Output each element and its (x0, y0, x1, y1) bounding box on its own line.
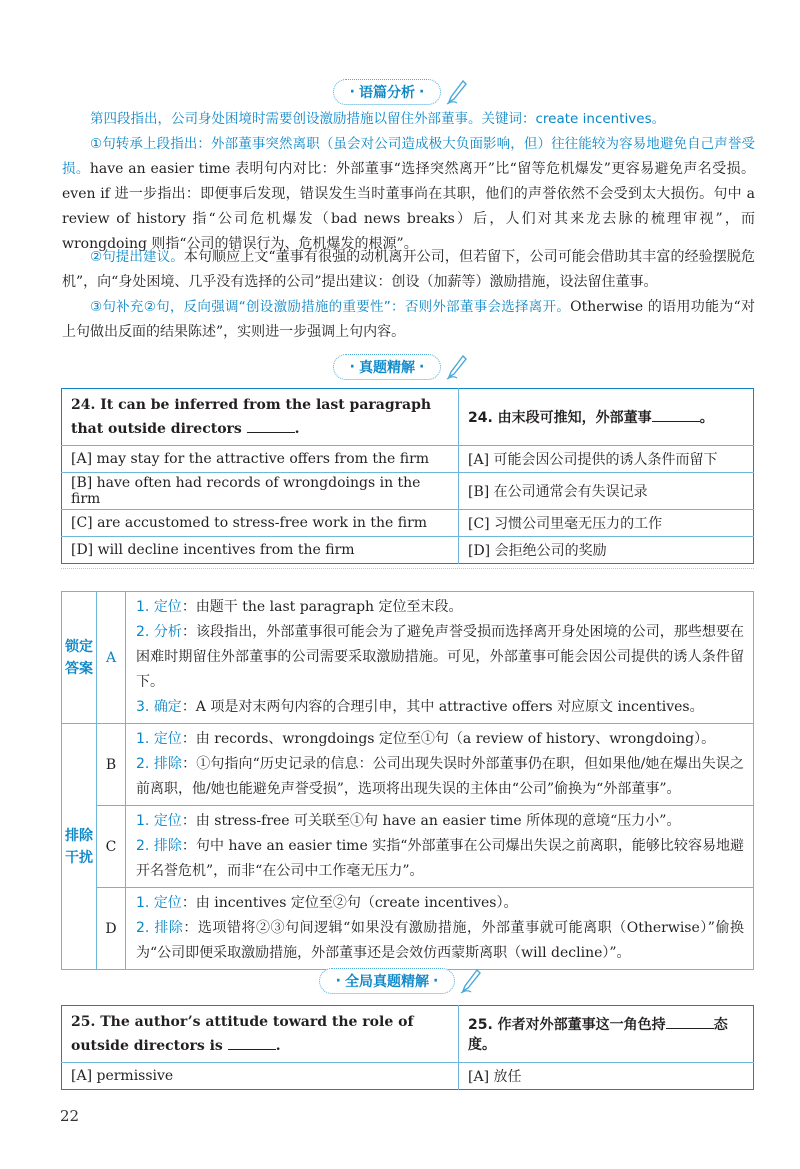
section-title: 真题精解 (359, 360, 415, 376)
analysis-para-4 (62, 295, 755, 345)
step-keyword: 定位 (153, 731, 182, 747)
stem-text: 24. It can be inferred from the last paragraph that outside directors (71, 397, 432, 437)
answer-blank (666, 1016, 714, 1029)
question-24-stem-cn (459, 389, 754, 446)
option-cn: [B] 在公司通常会有失误记录 (459, 473, 754, 510)
step-keyword: 定位 (153, 895, 182, 911)
section-header-global (0, 967, 800, 995)
table-row (62, 537, 754, 564)
option-c-analysis (126, 806, 754, 888)
question-24-table (61, 388, 754, 564)
section-pill: · 语篇分析 · (333, 79, 442, 105)
section-header-detail (0, 353, 800, 381)
analysis-para-2 (62, 132, 755, 257)
step-text: ：由 incentives 定位至②句（create incentives）。 (181, 895, 518, 911)
analysis-para-4-rest: Otherwise 的语用功能为“对上句做出反面的结果陈述”，实则进一步强调上句内容。 (62, 299, 755, 340)
section-title: 全局真题精解 (345, 974, 429, 990)
stem-text: 24. 由末段可推知，外部董事 (468, 410, 652, 426)
step-keyword: 确定 (153, 699, 182, 715)
step-number: 2. (136, 624, 150, 640)
table-row (62, 1063, 754, 1090)
step-number: 2. (136, 838, 150, 854)
step-number: 3. (136, 699, 150, 715)
table-row (62, 446, 754, 473)
table-row (62, 806, 754, 888)
table-row (62, 724, 754, 806)
answer-blank (228, 1037, 276, 1050)
step-text: ：①句指向“历史记录的信息：公司出现失误时外部董事仍在职，但如果他/她在爆出失误之前离职，他/她也能避免声誉受损”，选项将出现失误的主体由“公司”偷换为“外部董事”。 (136, 756, 745, 797)
divider (61, 568, 754, 569)
pen-icon (445, 79, 467, 105)
option-cn: [C] 习惯公司里毫无压力的工作 (459, 510, 754, 537)
step-keyword: 排除 (154, 920, 184, 936)
option-en: [C] are accustomed to stress-free work in the firm (62, 510, 459, 537)
option-b-analysis (126, 724, 754, 806)
stem-end: 态度。 (468, 1017, 728, 1053)
option-letter: D (97, 888, 126, 970)
analysis-line (136, 595, 744, 620)
answer-blank (247, 420, 295, 433)
analysis-line (136, 891, 744, 916)
section-pill: · 全局真题精解 · (319, 968, 456, 994)
analysis-line (136, 834, 744, 884)
stem-end: 。 (699, 410, 714, 426)
analysis-line (136, 916, 744, 966)
question-25-stem-en (62, 1006, 459, 1063)
answer-analysis-table (61, 591, 754, 970)
step-text: ：A 项是对末两句内容的合理引申，其中 attractive offers 对应原文 incentives。 (181, 699, 704, 715)
pen-icon (459, 968, 481, 994)
analysis-line (136, 620, 744, 695)
step-number: 1. (136, 599, 150, 615)
answer-blank (652, 409, 700, 422)
step-keyword: 排除 (153, 756, 183, 772)
step-text: ：由 stress-free 可关联至①句 have an easier time 所体现的意境“压力小”。 (181, 813, 681, 829)
option-en: [B] have often had records of wrongdoings in the firm (62, 473, 459, 510)
section-title: 语篇分析 (359, 85, 415, 101)
option-en: [D] will decline incentives from the firm (62, 537, 459, 564)
analysis-para-3-highlight: ②句提出建议。 (90, 249, 184, 265)
question-25-table (61, 1005, 754, 1090)
analysis-line (136, 809, 744, 834)
option-cn: [D] 会拒绝公司的奖励 (468, 543, 607, 559)
analysis-para-4-highlight: ③句补充②句，反向强调“创设激励措施的重要性”：否则外部董事会选择离开。 (90, 299, 571, 315)
section-header-analysis (0, 78, 800, 106)
option-cn: [A] 放任 (468, 1069, 522, 1085)
analysis-line (136, 695, 744, 720)
step-text: ：由 records、wrongdoings 定位至①句（a review of history、wrongdoing）。 (181, 731, 716, 747)
option-cn: [A] 可能会因公司提供的诱人条件而留下 (459, 446, 754, 473)
step-number: 2. (136, 756, 150, 772)
question-25-stem-cn (459, 1006, 754, 1063)
step-keyword: 分析 (153, 624, 182, 640)
table-row (62, 473, 754, 510)
option-letter: A (97, 592, 126, 724)
page-number: 22 (60, 1107, 80, 1125)
exclude-distractor-label: 排除 干扰 (62, 724, 97, 970)
option-en: [A] permissive (62, 1063, 459, 1090)
step-number: 1. (136, 731, 150, 747)
step-number: 2. (136, 920, 150, 936)
step-text: ：选项错将②③句间逻辑“如果没有激励措施，外部董事就可能离职（Otherwise）”偷换为“公司即便采取激励措施，外部董事还是会效仿西蒙斯离职（will decline）”。 (136, 920, 745, 961)
stem-end: . (275, 1038, 281, 1054)
analysis-para-2-rest: have an easier time 表明句内对比：外部董事“选择突然离开”比“留等危机爆发”更容易避免声名受损。even if 进一步指出：即便事后发现，错误发生当时董事尚在其职，他们的声誉依然不会受到太大损伤。句中 a review of history 指“公司危机爆发（bad news breaks）后，人们对其来龙去脉的梳理审视”，而 wrongdoing 则指“公司的错误行为、危机爆发的根源”。 (62, 161, 755, 252)
analysis-line (136, 727, 744, 752)
table-row (62, 888, 754, 970)
step-keyword: 定位 (153, 599, 182, 615)
table-row (62, 389, 754, 446)
analysis-para-3 (62, 245, 755, 295)
analysis-para-3-rest: 本句顺应上文“董事有很强的动机离开公司，但若留下，公司可能会借助其丰富的经验摆脱危机”，向“身处困境、几乎没有选择的公司”提出建议：创设（加薪等）激励措施，设法留住董事。 (62, 249, 755, 290)
analysis-para-1: 第四段指出，公司身处困境时需要创设激励措施以留住外部董事。关键词：create incentives。 (90, 111, 666, 127)
section-pill: · 真题精解 · (333, 354, 442, 380)
stem-end: . (294, 421, 300, 437)
option-letter: B (97, 724, 126, 806)
analysis-para-2-highlight: ①句转承上段指出：外部董事突然离职（虽会对公司造成极大负面影响，但）往往能较为容易地避免自己声誉受损。 (62, 136, 755, 177)
lock-answer-label: 锁定 答案 (62, 592, 97, 724)
table-row (62, 1006, 754, 1063)
analysis-line (136, 752, 744, 802)
step-text: ：句中 have an easier time 实指“外部董事在公司爆出失误之前离职，能够比较容易地避开名誉危机”，而非“在公司中工作毫无压力”。 (136, 838, 745, 879)
stem-text: 25. 作者对外部董事这一角色持 (468, 1017, 666, 1033)
option-en: [A] may stay for the attractive offers from the firm (62, 446, 459, 473)
step-keyword: 排除 (153, 838, 182, 854)
question-24-stem-en (62, 389, 459, 446)
option-letter: C (97, 806, 126, 888)
stem-text: 25. The author’s attitude toward the role of outside directors is (71, 1014, 414, 1054)
step-text: ：由题干 the last paragraph 定位至末段。 (181, 599, 463, 615)
table-row (62, 510, 754, 537)
step-keyword: 定位 (153, 813, 182, 829)
step-number: 1. (136, 895, 150, 911)
option-a-analysis (126, 592, 754, 724)
option-d-analysis (126, 888, 754, 970)
pen-icon (445, 354, 467, 380)
step-text: ：该段指出，外部董事很可能会为了避免声誉受损而选择离开身处困境的公司，那些想要在困难时期留住外部董事的公司需要采取激励措施。可见，外部董事可能会因公司提供的诱人条件留下。 (136, 624, 745, 690)
step-number: 1. (136, 813, 150, 829)
table-row (62, 592, 754, 724)
